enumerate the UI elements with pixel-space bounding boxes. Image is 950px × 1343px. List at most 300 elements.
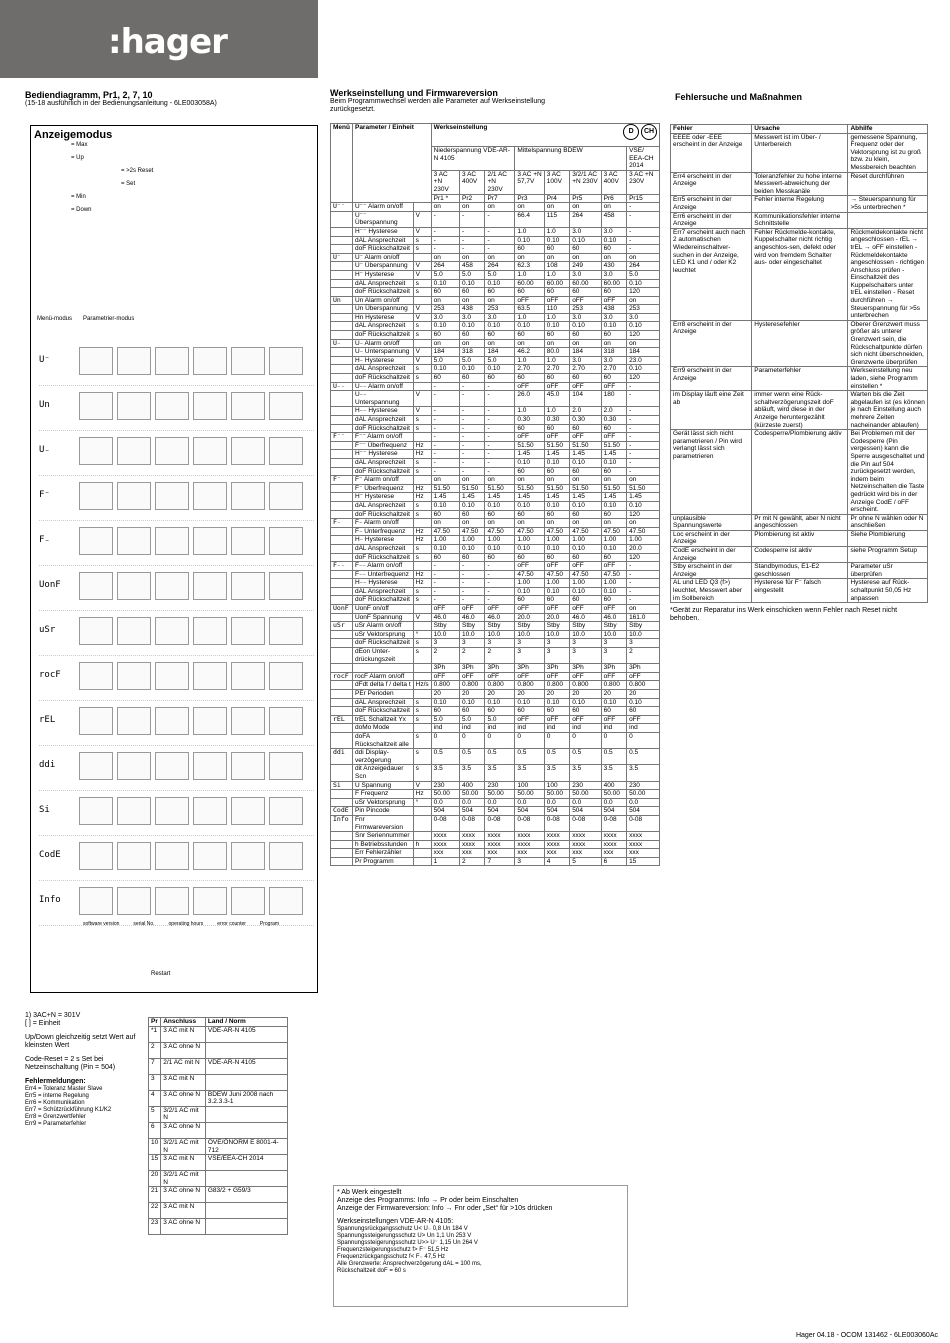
ws-menu-cell (331, 441, 353, 450)
ws-row (331, 587, 660, 596)
ws-cell: - (460, 433, 485, 442)
ws-cell: 60 (570, 424, 601, 433)
ws-cell (413, 807, 431, 816)
ws-menu-cell: CodE (331, 807, 353, 816)
ws-cell: 51.50 (515, 484, 544, 493)
ws-cell: 0.10 (515, 587, 544, 596)
ws-cell: s (413, 279, 431, 288)
ws-cell: on (570, 339, 601, 348)
ws-cell: on (431, 339, 459, 348)
ws-cell: - (431, 424, 459, 433)
pr-cell: 3/2/1 AC mit N (161, 1106, 206, 1122)
ws-cell: 47.50 (515, 570, 544, 579)
param-display (79, 842, 113, 870)
ws-cell: - (627, 211, 660, 227)
ws-cell: 46.0 (485, 613, 515, 622)
ws-row (331, 236, 660, 245)
ws-cell (413, 622, 431, 631)
ws-cell: 47.50 (601, 570, 626, 579)
fault-item: Err5 = interne Regelung (25, 1093, 89, 1099)
trouble-cell: Rückmeldekontakte nicht angeschlossen - rEL → trEL → oFF einstellen - Rückmeldekontakte angeschlossen - richtigen Anschluss prüfen - Einschaltzeit des Kuppelschalters unter trEL einstellen - Reset durchführen → Steuerspannung für >5s unterbrechen (848, 228, 928, 320)
ws-cell: 318 (460, 348, 485, 357)
ws-cell: 3 (601, 639, 626, 648)
menu-row (39, 341, 314, 386)
footnote-c: Anzeige der Firmwareversion: Info → Fnr oder „Set“ für >10s drücken (337, 1205, 553, 1212)
param-display (117, 752, 151, 780)
ws-cell: - (485, 596, 515, 605)
ws-cell: 253 (570, 305, 601, 314)
ws-menu-cell (331, 698, 353, 707)
ws-row (331, 296, 660, 305)
param-display (117, 437, 151, 465)
trouble-cell: → Steuerspannung für >5s unterbrechen * (848, 196, 928, 212)
pr-cell: 3 AC ohne N (161, 1090, 206, 1106)
ws-cell: 47.50 (544, 527, 569, 536)
ws-cell: 60 (431, 331, 459, 340)
ws-pr-head: Pr5 (570, 194, 601, 203)
ws-cell: 3Ph (570, 664, 601, 673)
ws-cell: 20 (431, 690, 459, 699)
pr-row (149, 1042, 288, 1058)
ws-menu-cell (331, 236, 353, 245)
ws-row (331, 279, 660, 288)
ws-cell: xxx (460, 849, 485, 858)
ws-cell: 60 (544, 553, 569, 562)
ws-cell: - (627, 467, 660, 476)
ws-cell: 1.00 (485, 536, 515, 545)
ws-cell: on (460, 519, 485, 528)
ws-cell: - (485, 424, 515, 433)
param-display (269, 707, 303, 735)
ws-menu-cell (331, 458, 353, 467)
ws-cell: s (413, 639, 431, 648)
ws-cell: - (431, 416, 459, 425)
left-subtitle: (15-18 ausführlich in der Bedienungsanleitung - 6LE003058A) (25, 100, 217, 107)
ws-menu-cell: Un (331, 296, 353, 305)
ws-cell: Hz (413, 527, 431, 536)
footer: Hager 04.18 - OCOM 131462 - 6LE003060Ac (795, 1332, 938, 1339)
ws-menu-cell: U₋₋ (331, 382, 353, 391)
ws-row (331, 579, 660, 588)
ws-cell: oFF (627, 715, 660, 724)
ws-cell: F Frequenz (352, 790, 413, 799)
ws-cell: H₋₋ Hysterese (352, 407, 413, 416)
ws-cell: on (570, 519, 601, 528)
ws-cell: 60 (570, 707, 601, 716)
ws-cell: on (570, 203, 601, 212)
ws-cell: 115 (544, 211, 569, 227)
footnote-lines (337, 1226, 624, 1275)
fault-item: Err9 = Parameterfehler (25, 1121, 87, 1127)
param-display (231, 347, 265, 375)
ws-cell: 184 (627, 348, 660, 357)
ws-cell: 60.00 (570, 279, 601, 288)
factory-settings-table (330, 123, 660, 866)
ws-cell: ind (601, 724, 626, 733)
ws-cell: 3.5 (627, 765, 660, 781)
ws-cell: 1.0 (544, 227, 569, 236)
ws-cell: 318 (601, 348, 626, 357)
ws-cell: xxxx (570, 832, 601, 841)
ws-cell: 60 (570, 245, 601, 254)
menu-label: U₋ (39, 445, 50, 455)
param-display (269, 842, 303, 870)
ws-row (331, 807, 660, 816)
ws-cell (413, 519, 431, 528)
ws-cell: 5.0 (431, 356, 459, 365)
ws-cell: on (515, 203, 544, 212)
ws-cell: 10.0 (627, 630, 660, 639)
ws-cell: on (431, 253, 459, 262)
info-label: operating hours (168, 921, 204, 927)
menu-label: UonF (39, 580, 61, 590)
ws-col-head: 3/2/1 AC +N 230V (570, 170, 601, 194)
ws-cell: 0 (460, 732, 485, 748)
trouble-cell: Parameter uSr überprüfen (848, 563, 928, 579)
ws-cell: - (431, 579, 459, 588)
footnote-line: Spannungsrückgangsschutz U< U₋ 0,8 Un 184 V (337, 1226, 468, 1232)
param-display (193, 797, 227, 825)
param-display (193, 347, 227, 375)
ws-cell: 0.10 (627, 365, 660, 374)
ws-cell: 5.0 (460, 356, 485, 365)
ws-menu-cell (331, 630, 353, 639)
ws-cell: on (544, 253, 569, 262)
menu-label: F₋ (39, 535, 50, 545)
ws-cell: 0-08 (431, 815, 459, 831)
ws-cell: oFF (601, 296, 626, 305)
ws-cell: 46.0 (431, 613, 459, 622)
trouble-row (671, 172, 928, 196)
trouble-header: Ursache (752, 125, 848, 134)
ws-cell: - (460, 587, 485, 596)
ws-menu-cell: rEL (331, 715, 353, 724)
param-display (269, 347, 303, 375)
ws-cell: 230 (431, 781, 459, 790)
ws-cell: on (515, 519, 544, 528)
ws-cell: F⁻⁻ Überfrequenz (352, 441, 413, 450)
ws-cell: U⁻⁻ Alarm on/off (352, 203, 413, 212)
ws-cell: 104 (570, 391, 601, 407)
ws-cell: 60 (544, 288, 569, 297)
ws-menu-cell (331, 732, 353, 748)
ws-cell: 80.0 (544, 348, 569, 357)
ws-cell: 5.0 (627, 270, 660, 279)
ws-cell: V (413, 262, 431, 271)
ws-cell: xxxx (570, 840, 601, 849)
param-display (193, 752, 227, 780)
trouble-cell: Hysterese für F⁻ falsch eingestellt (752, 579, 848, 603)
menu-mode-label: Menü-modus (37, 316, 73, 322)
pr-cell: 3 AC ohne N (161, 1122, 206, 1138)
ws-cell (413, 605, 431, 614)
ws-cell: 2 (627, 648, 660, 664)
ws-cell: 0.5 (431, 749, 459, 765)
ws-cell: 2 (460, 857, 485, 866)
ws-cell: Stby (431, 622, 459, 631)
ws-row (331, 672, 660, 681)
menu-row (39, 791, 314, 836)
ws-cell: 60.00 (544, 279, 569, 288)
ws-cell: s (413, 715, 431, 724)
ws-cell: 0.10 (431, 322, 459, 331)
trouble-cell: im Display läuft eine Zeit ab (671, 391, 752, 430)
ws-cell: V (413, 313, 431, 322)
pr-row (149, 1122, 288, 1138)
ws-cell: F⁻⁻ Alarm on/off (352, 433, 413, 442)
trouble-cell: Werkseinstellung neu laden, siehe Programm einstellen * (848, 367, 928, 391)
ws-cell: doF Rückschaltzeit (352, 467, 413, 476)
ws-cell: 2 (431, 648, 459, 664)
ws-cell: ind (627, 724, 660, 733)
ws-cell: 0.10 (570, 322, 601, 331)
trouble-cell: EEEE oder -EEE erscheint in der Anzeige (671, 133, 752, 172)
ws-cell: s (413, 245, 431, 254)
ws-cell: s (413, 544, 431, 553)
ws-cell: 0.10 (544, 698, 569, 707)
ws-cell: 50.00 (431, 790, 459, 799)
menu-row (39, 881, 314, 926)
ws-cell: 0.0 (485, 798, 515, 807)
ws-cell: Fnr Firmwareversion (352, 815, 413, 831)
ws-cell: 0-08 (627, 815, 660, 831)
ws-row (331, 544, 660, 553)
ws-menu-cell (331, 374, 353, 383)
trouble-cell: Pr ohne N wählen oder N anschließen (848, 514, 928, 530)
ws-col-head: 3 AC +N 230V (627, 170, 660, 194)
ws-cell: dAL Ansprechzeit (352, 279, 413, 288)
ws-cell: V (413, 270, 431, 279)
ws-cell: oFF (570, 562, 601, 571)
ws-cell: 0.10 (570, 544, 601, 553)
ws-label: Werkseinstellung (433, 124, 488, 131)
col-ws (431, 124, 659, 147)
pr-cell: VDE-AR-N 4105 (205, 1026, 287, 1042)
note-4: Code-Reset = 2 s Set bei Netzeinschaltung (Pin = 504) (25, 1056, 116, 1071)
ws-pr-head: Pr7 (485, 194, 515, 203)
param-display (269, 887, 303, 915)
ws-row (331, 790, 660, 799)
ws-row (331, 262, 660, 271)
ws-cell: on (431, 296, 459, 305)
ws-cell: Hz (413, 441, 431, 450)
ws-cell: - (485, 211, 515, 227)
footnote-a: * Ab Werk eingestellt (337, 1189, 402, 1196)
pr-cell: 6 (149, 1122, 161, 1138)
ws-cell: Stby (601, 622, 626, 631)
ws-cell: oFF (601, 562, 626, 571)
ws-cell: oFF (570, 296, 601, 305)
ws-cell: H₋ Hysterese (352, 356, 413, 365)
ws-cell: UonF on/off (352, 605, 413, 614)
ws-cell: U Spannung (352, 781, 413, 790)
ws-cell: 60 (544, 596, 569, 605)
param-display (193, 707, 227, 735)
ws-cell: xxxx (601, 840, 626, 849)
ws-menu-cell: U⁻ (331, 253, 353, 262)
trouble-cell: unplausible Spannungswerte (671, 514, 752, 530)
ws-cell: - (485, 467, 515, 476)
ws-cell: 1.45 (485, 493, 515, 502)
footnote-b: Anzeige des Programms: Info → Pr oder beim Einschalten (337, 1197, 519, 1204)
trouble-row (671, 133, 928, 172)
ws-cell: 184 (431, 348, 459, 357)
ws-cell: 264 (485, 262, 515, 271)
pr-cell (205, 1042, 287, 1058)
ws-menu-cell (331, 536, 353, 545)
ws-cell: xxxx (515, 840, 544, 849)
ws-cell: 0.10 (460, 322, 485, 331)
ws-cell: 60 (431, 288, 459, 297)
ws-cell: F₋ Alarm on/off (352, 519, 413, 528)
ws-cell: 4 (544, 857, 569, 866)
ws-cell: V (413, 356, 431, 365)
ws-cell: s (413, 648, 431, 664)
ws-pr-head: Pr1 * (431, 194, 459, 203)
ws-cell: 3 (431, 639, 459, 648)
ws-cell: on (515, 476, 544, 485)
ws-cell: - (485, 579, 515, 588)
ws-cell: 3 (601, 648, 626, 664)
param-display (269, 662, 303, 690)
ws-cell: on (570, 253, 601, 262)
ws-row (331, 322, 660, 331)
ws-cell: oFF (515, 605, 544, 614)
ws-cell: oFF (431, 672, 459, 681)
ws-cell: 1.0 (515, 356, 544, 365)
ws-cell: F₋₋ Alarm on/off (352, 562, 413, 571)
ws-cell: 3.5 (515, 765, 544, 781)
param-display (155, 437, 189, 465)
trouble-row (671, 430, 928, 515)
param-display (117, 707, 151, 735)
pr-cell: 10 (149, 1138, 161, 1154)
ws-cell: doF Rückschaltzeit (352, 331, 413, 340)
ws-cell: V (413, 211, 431, 227)
ws-cell: Hz/s (413, 681, 431, 690)
trouble-row (671, 367, 928, 391)
ws-cell: 3 (485, 639, 515, 648)
pr-cell: 20 (149, 1171, 161, 1187)
ws-cell: trEL Schaltzeit Yx (352, 715, 413, 724)
ws-cell: 180 (601, 391, 626, 407)
fault-item: Err7 = Schützrückführung K1/K2 (25, 1107, 112, 1113)
ws-cell: oFF (544, 433, 569, 442)
diagram-box (30, 125, 318, 993)
ws-cell: xxxx (485, 832, 515, 841)
trouble-cell: Toleranzfehler zu hohe interne Messwert-abweichung der beiden Messkanäle (752, 172, 848, 196)
ws-cell: 46.0 (570, 613, 601, 622)
col-mittel: Mittelspannung BDEW (515, 147, 627, 171)
ws-row (331, 596, 660, 605)
pr-cell: ÖVE/ÖNORM E 8001-4-712 (205, 1138, 287, 1154)
ws-cell: 120 (627, 374, 660, 383)
ws-cell: 50.00 (460, 790, 485, 799)
ws-cell: 1.0 (544, 313, 569, 322)
ws-cell: 3Ph (544, 664, 569, 673)
ws-row (331, 681, 660, 690)
param-display (155, 347, 189, 375)
menu-row (39, 521, 314, 566)
ws-cell: 1.0 (515, 270, 544, 279)
ws-cell: 60 (570, 510, 601, 519)
ws-cell: 60 (570, 467, 601, 476)
ws-cell: - (627, 236, 660, 245)
pr-cell: 3 AC ohne N (161, 1042, 206, 1058)
ws-cell: 46.2 (515, 348, 544, 357)
trouble-row (671, 391, 928, 430)
ws-cell: 504 (460, 807, 485, 816)
mid-subtitle: Beim Programmwechsel werden alle Parameter auf Werkseinstellung zurückgesetzt. (330, 98, 546, 113)
ws-cell: xxxx (515, 832, 544, 841)
ws-cell: - (460, 441, 485, 450)
ws-cell: F⁻ Alarm on/off (352, 476, 413, 485)
ws-row (331, 288, 660, 297)
ws-cell: 0.5 (515, 749, 544, 765)
ws-cell: - (627, 416, 660, 425)
ws-cell: on (485, 476, 515, 485)
ws-cell: s (413, 596, 431, 605)
ws-cell: - (485, 391, 515, 407)
ws-cell: dAL Ansprechzeit (352, 322, 413, 331)
param-display (231, 662, 265, 690)
ws-cell: 2.70 (544, 365, 569, 374)
ws-menu-cell (331, 493, 353, 502)
ws-cell: 0.10 (544, 322, 569, 331)
ws-cell: doMo Mode (352, 724, 413, 733)
trouble-cell: Stby erscheint in der Anzeige (671, 563, 752, 579)
ws-cell (413, 690, 431, 699)
ws-cell: s (413, 467, 431, 476)
ws-cell: 1.0 (544, 407, 569, 416)
ws-row (331, 407, 660, 416)
hager-logo: :hager (108, 22, 227, 62)
param-display (117, 392, 151, 420)
ws-cell: 0.10 (485, 322, 515, 331)
footnote-line: Rückschaltzeit doF = 60 s (337, 1268, 406, 1274)
ws-cell: - (485, 382, 515, 391)
ws-cell: - (431, 450, 459, 459)
fault-item: Err6 = Kommunikation (25, 1100, 85, 1106)
ws-menu-cell (331, 227, 353, 236)
ws-row (331, 732, 660, 748)
ws-cell: 0.10 (485, 365, 515, 374)
menu-label: Info (39, 895, 61, 905)
param-display (155, 842, 189, 870)
ws-cell: 51.50 (570, 484, 601, 493)
col-menu: Menü (331, 124, 353, 203)
legend-item: = Min (71, 194, 86, 200)
ws-cell: 60 (460, 553, 485, 562)
ws-menu-cell: F⁻⁻ (331, 433, 353, 442)
ws-cell: 0.5 (460, 749, 485, 765)
ws-row (331, 450, 660, 459)
ws-cell: 1.00 (515, 536, 544, 545)
ws-cell: 20 (601, 690, 626, 699)
ws-cell: 3.0 (601, 227, 626, 236)
pr-cell: 3/2/1 AC mit N (161, 1171, 206, 1187)
ws-cell: - (460, 424, 485, 433)
ws-menu-cell (331, 348, 353, 357)
ws-cell: 0.5 (544, 749, 569, 765)
ws-menu-cell (331, 313, 353, 322)
ws-menu-cell: U⁻⁻ (331, 203, 353, 212)
ws-cell: 5.0 (485, 270, 515, 279)
ws-cell: 3Ph (485, 664, 515, 673)
menu-list (39, 341, 314, 926)
ws-cell: 47.50 (627, 527, 660, 536)
ws-cell: 51.50 (544, 484, 569, 493)
